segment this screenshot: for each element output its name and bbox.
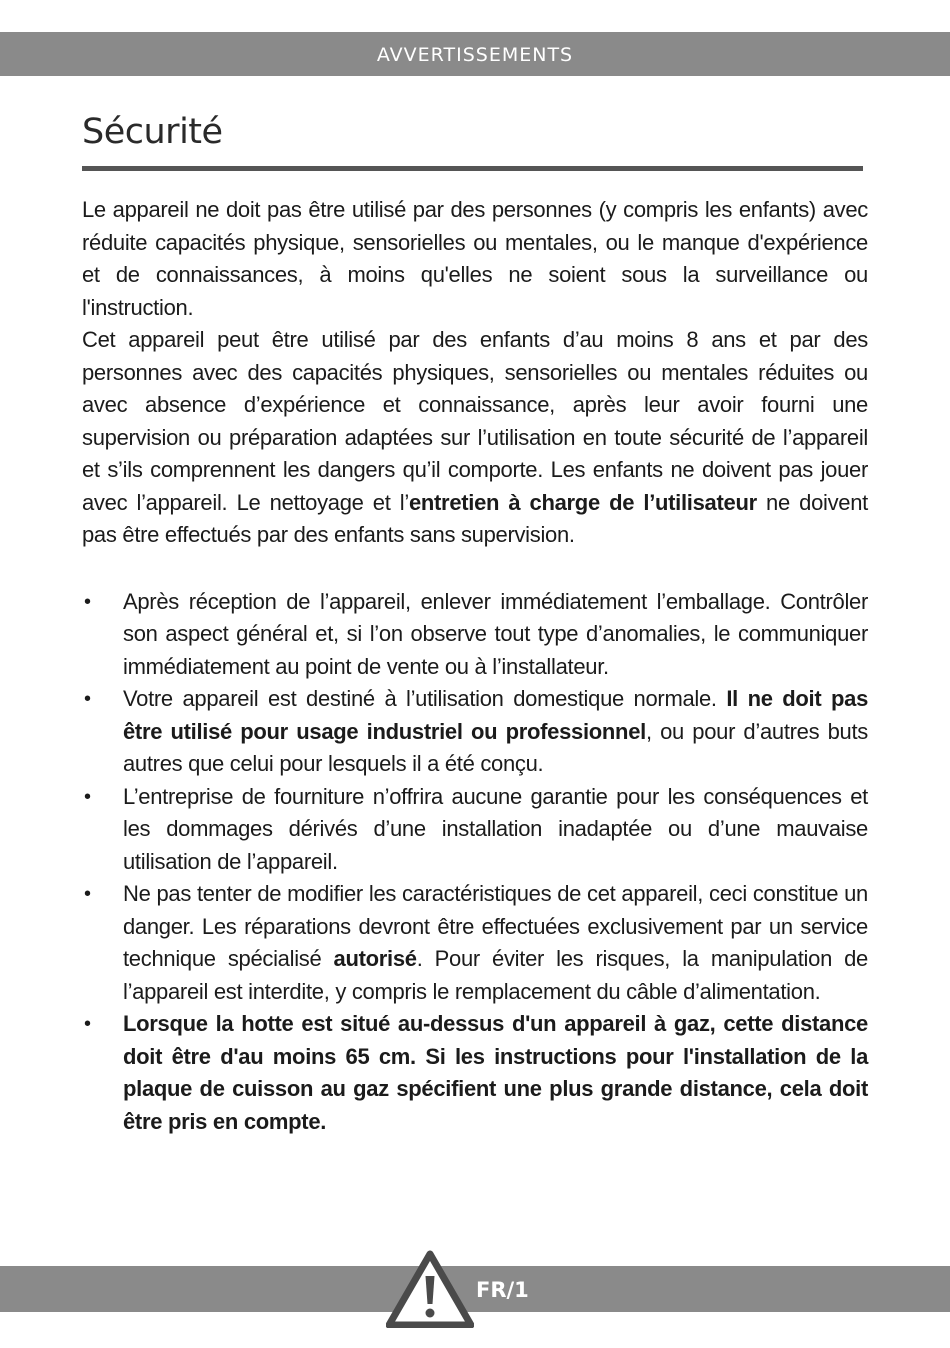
list-item-text: Votre appareil est destiné à l’utilisation domestique normale. (123, 686, 727, 711)
list-item (82, 878, 868, 1008)
warning-triangle-icon (386, 1250, 474, 1328)
page-number: FR/1 (476, 1278, 529, 1302)
paragraph-2 (82, 324, 868, 552)
content-body (82, 194, 868, 1138)
bullet-icon: • (84, 590, 91, 613)
list-item-text: Après réception de l’appareil, enlever immédiatement l’emballage. Contrôler son aspect général et, si l’on observe tout type d’anomalies, le communiquer immédiatement au point de vente ou à l’installateur. (123, 588, 868, 679)
warning-list (82, 586, 868, 1139)
list-item-text: Ne pas tenter de modifier les caractéristiques de cet appareil, ceci constitue un danger. Les réparations devront être effectuées exclusivement par un service technique spécialisé (123, 881, 868, 971)
paragraph-text: ne doivent pas être effectués par des enfants sans supervision. (82, 489, 868, 547)
list-item (82, 683, 868, 781)
paragraph-bold-text: entretien à charge de l’utilisateur (408, 489, 757, 515)
list-item-text: . Pour éviter les risques, la manipulation de l’appareil est interdite, y compris le remplacement du câble d’alimentation. (123, 946, 868, 1004)
title-divider (82, 166, 863, 171)
section-title: Sécurité (82, 112, 223, 152)
header-bar (0, 32, 950, 76)
list-item-text: , ou pour d’autres buts autres que celui pour lesquels il a été conçu. (123, 718, 868, 776)
list-item (82, 781, 868, 879)
list-item-text: L’entreprise de fourniture n’offrira aucune garantie pour les conséquences et les dommages dérivés d’une installation inadaptée ou d’une mauvaise utilisation de l’appareil. (123, 783, 868, 874)
bullet-icon: • (84, 1013, 91, 1035)
paragraph-text: Le appareil ne doit pas être utilisé par des personnes (y compris les enfants) avec réduite capacités physique, sensorielles ou mentales, ou le manque d'expérience et de connaissances, à moins qu'elles ne soient sous la surveillance ou l'instruction. (82, 197, 868, 320)
paragraph-1 (82, 194, 868, 324)
footer-bar (0, 1266, 950, 1312)
list-item-bold-text: autorisé (333, 946, 417, 971)
paragraph-text: Cet appareil peut être utilisé par des enfants d’au moins 8 ans et par des personnes avec des capacités physiques, sensorielles ou mentales réduites ou avec absence d’expérience et connaissance, après leur avoir fourni une supervision ou préparation adaptées sur l’utilisation en toute sécurité de l’appareil et s’ils comprennent les dangers qu’il comporte. Les enfants ne doivent pas jouer avec l’appareil. Le nettoyage et l’ (82, 327, 868, 515)
list-item-bold-text: Il ne doit pas être utilisé pour usage industriel ou professionnel (123, 686, 869, 744)
header-title: AVVERTISSEMENTS (376, 44, 574, 66)
list-item (82, 1008, 868, 1138)
list-item (82, 586, 868, 684)
bullet-icon: • (84, 688, 91, 710)
bullet-icon: • (84, 883, 91, 905)
list-item-bold-text: Lorsque la hotte est situé au-dessus d'un appareil à gaz, cette distance doit être d'au moins 65 cm. Si les instructions pour l'installation de la plaque de cuisson au gaz spécifient une plus grande distance, cela doit être pris en compte. (123, 1011, 868, 1134)
bullet-icon: • (84, 785, 91, 808)
